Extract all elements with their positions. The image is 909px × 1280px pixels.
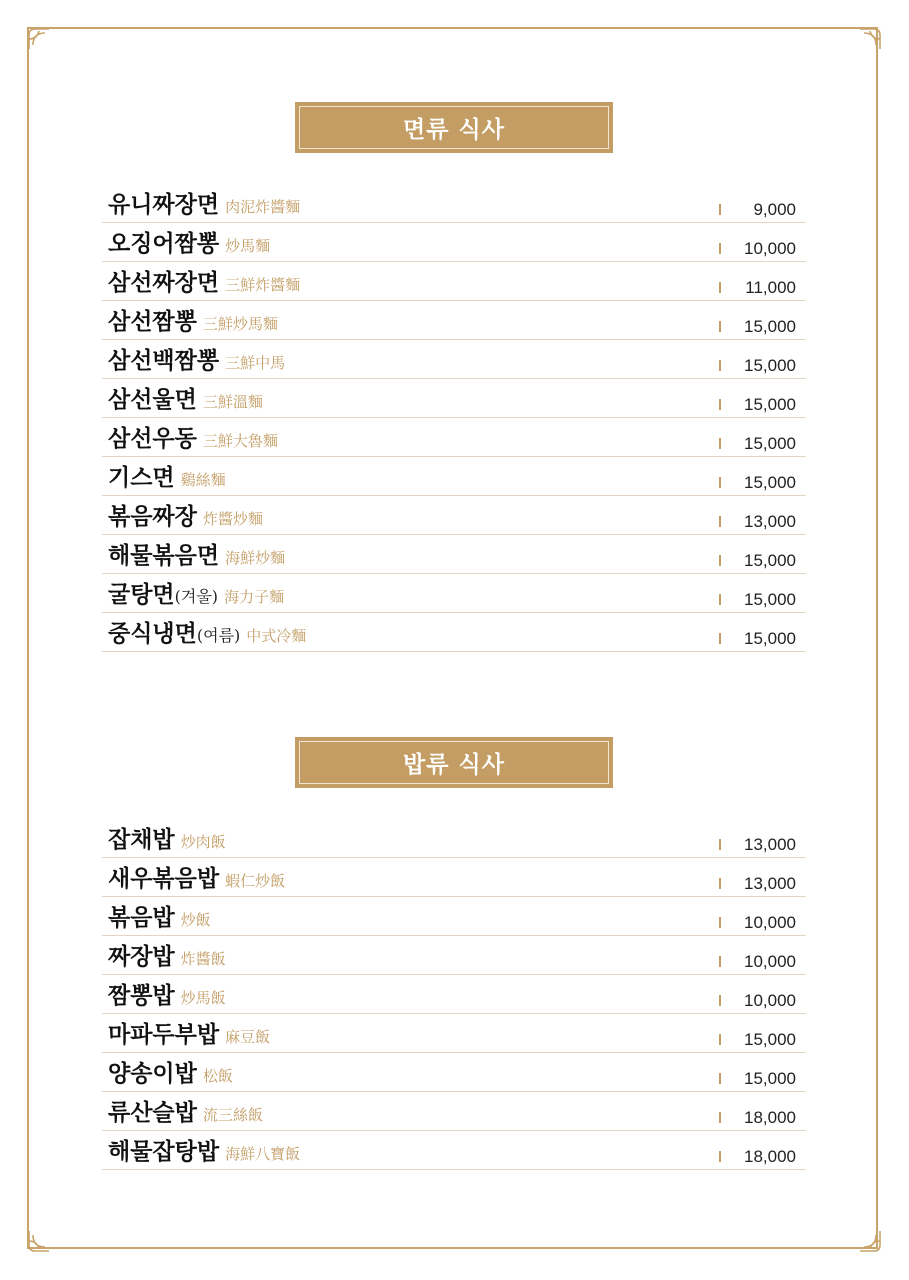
menu-item-hanja: 肉泥炸醬麵 [225,198,301,216]
price-divider [719,321,721,332]
menu-item-row [102,613,806,652]
menu-item-name: 유니짜장면 [108,191,220,218]
menu-item-row [102,457,806,496]
menu-item-name-group [108,420,278,453]
menu-item-hanja: 松飯 [202,1067,233,1085]
menu-item-name-group [108,459,226,492]
menu-item-price: 10,000 [744,952,796,971]
price-divider [719,399,721,410]
menu-item-row [102,535,806,574]
menu-item-name-group [108,303,278,336]
menu-item-price: 10,000 [744,239,796,258]
price-divider [719,555,721,566]
menu-item-name-group [108,615,306,648]
menu-item-name: 잡채밥 [108,826,175,853]
menu-item-row [102,897,806,936]
menu-item-row [102,223,806,262]
menu-item-name: 굴탕면 [108,581,175,608]
menu-item-hanja: 海鮮炒麵 [225,549,286,567]
menu-item-price: 15,000 [744,317,796,336]
menu-item-price: 13,000 [744,874,796,893]
menu-item-name: 짜장밥 [108,943,175,970]
menu-item-price: 11,000 [745,278,796,297]
menu-item-price: 10,000 [744,991,796,1010]
menu-item-name: 삼선짜장면 [108,269,220,296]
menu-item-price: 18,000 [744,1147,796,1166]
menu-item-name: 마파두부밥 [108,1021,220,1048]
menu-item-price: 15,000 [744,1069,796,1088]
menu-item-row [102,574,806,613]
menu-item-name-group [108,381,263,414]
menu-item-name-group [108,498,263,531]
menu-item-hanja: 流三絲飯 [202,1106,263,1124]
menu-item-name: 기스면 [108,464,175,491]
menu-item-price: 15,000 [744,1030,796,1049]
section-title-rice [295,737,613,788]
menu-item-row [102,1053,806,1092]
menu-item-price: 15,000 [744,356,796,375]
menu-item-row [102,379,806,418]
section-title-label: 밥류 식사 [403,751,505,778]
menu-item-name-group [108,576,284,609]
menu-item-hanja: 炒肉飯 [180,833,226,851]
menu-item-row [102,496,806,535]
menu-list-noodles [102,184,806,652]
menu-item-name-group [108,342,285,375]
menu-item-hanja: 炒馬麵 [225,237,271,255]
menu-item-name: 양송이밥 [108,1060,197,1087]
menu-item-name: 볶음짜장 [108,503,197,530]
menu-item-price: 13,000 [744,512,796,531]
price-divider [719,1073,721,1084]
price-divider [719,995,721,1006]
menu-item-name: 중식냉면 [108,620,197,647]
price-divider [719,878,721,889]
corner-ornament-bottom-left [27,1229,51,1253]
menu-item-name-group [108,1094,263,1127]
menu-item-price: 13,000 [744,835,796,854]
menu-item-price: 15,000 [744,395,796,414]
menu-item-row [102,975,806,1014]
corner-ornament-top-right [858,27,882,51]
price-divider [719,956,721,967]
price-divider [719,516,721,527]
menu-item-price: 15,000 [744,590,796,609]
menu-item-price: 15,000 [744,473,796,492]
menu-item-hanja: 炒飯 [180,911,211,929]
menu-item-price: 9,000 [753,200,796,219]
menu-item-hanja: 三鮮中馬 [225,354,286,372]
price-divider [719,282,721,293]
corner-ornament-top-left [27,27,51,51]
price-divider [719,477,721,488]
menu-item-hanja: 海力子麵 [224,588,285,606]
price-divider [719,204,721,215]
menu-item-name: 삼선짬뽕 [108,308,197,335]
menu-item-hanja: 三鮮溫麵 [202,393,263,411]
menu-item-name-group [108,537,285,570]
menu-item-hanja: 鷄絲麵 [180,471,226,489]
menu-item-hanja: 三鮮炸醬麵 [225,276,301,294]
menu-item-name-group [108,938,226,971]
menu-item-name-group [108,977,226,1010]
menu-item-name: 해물볶음면 [108,542,220,569]
menu-list-rice [102,819,806,1170]
menu-item-name: 류산슬밥 [108,1099,197,1126]
menu-item-name-group [108,1133,300,1166]
price-divider [719,917,721,928]
menu-item-row [102,418,806,457]
menu-item-hanja: 麻豆飯 [225,1028,271,1046]
menu-item-price: 15,000 [744,551,796,570]
menu-item-row [102,184,806,223]
price-divider [719,839,721,850]
section-title-noodles [295,102,613,153]
menu-item-hanja: 炸醬炒麵 [202,510,263,528]
menu-item-name: 볶음밥 [108,904,175,931]
corner-ornament-bottom-right [858,1229,882,1253]
section-title-label: 면류 식사 [403,116,505,143]
menu-item-row [102,340,806,379]
menu-item-hanja: 蝦仁炒飯 [225,872,286,890]
price-divider [719,1151,721,1162]
menu-item-hanja: 三鮮炒馬麵 [202,315,278,333]
menu-item-name-group [108,1055,233,1088]
price-divider [719,438,721,449]
menu-item-row [102,936,806,975]
price-divider [719,594,721,605]
price-divider [719,633,721,644]
menu-item-name: 새우볶음밥 [108,865,220,892]
menu-item-row [102,262,806,301]
menu-item-row [102,1131,806,1170]
menu-item-name-group [108,186,300,219]
price-divider [719,1034,721,1045]
menu-item-name: 삼선우동 [108,425,197,452]
menu-item-hanja: 三鮮大魯麵 [202,432,278,450]
menu-item-name-group [108,899,211,932]
price-divider [719,1112,721,1123]
menu-item-hanja: 炸醬飯 [180,950,226,968]
menu-item-name: 오징어짬뽕 [108,230,220,257]
menu-item-name: 삼선울면 [108,386,197,413]
menu-item-name: 짬뽕밥 [108,982,175,1009]
price-divider [719,360,721,371]
menu-item-price: 15,000 [744,629,796,648]
menu-item-name: 해물잡탕밥 [108,1138,220,1165]
menu-item-row [102,1092,806,1131]
menu-item-name-group [108,860,285,893]
menu-item-row [102,1014,806,1053]
menu-item-name-group [108,1016,270,1049]
menu-item-price: 10,000 [744,913,796,932]
menu-item-row [102,819,806,858]
menu-item-price: 18,000 [744,1108,796,1127]
menu-item-hanja: 海鮮八寶飯 [225,1145,301,1163]
menu-item-season-note: (겨울) [174,587,219,606]
menu-item-price: 15,000 [744,434,796,453]
menu-item-hanja: 炒馬飯 [180,989,226,1007]
menu-item-name: 삼선백짬뽕 [108,347,220,374]
menu-item-row [102,858,806,897]
menu-item-name-group [108,225,270,258]
menu-item-hanja: 中式冷麵 [246,627,307,645]
menu-item-name-group [108,821,226,854]
menu-item-season-note: (여름) [196,626,241,645]
menu-item-name-group [108,264,300,297]
menu-item-row [102,301,806,340]
price-divider [719,243,721,254]
